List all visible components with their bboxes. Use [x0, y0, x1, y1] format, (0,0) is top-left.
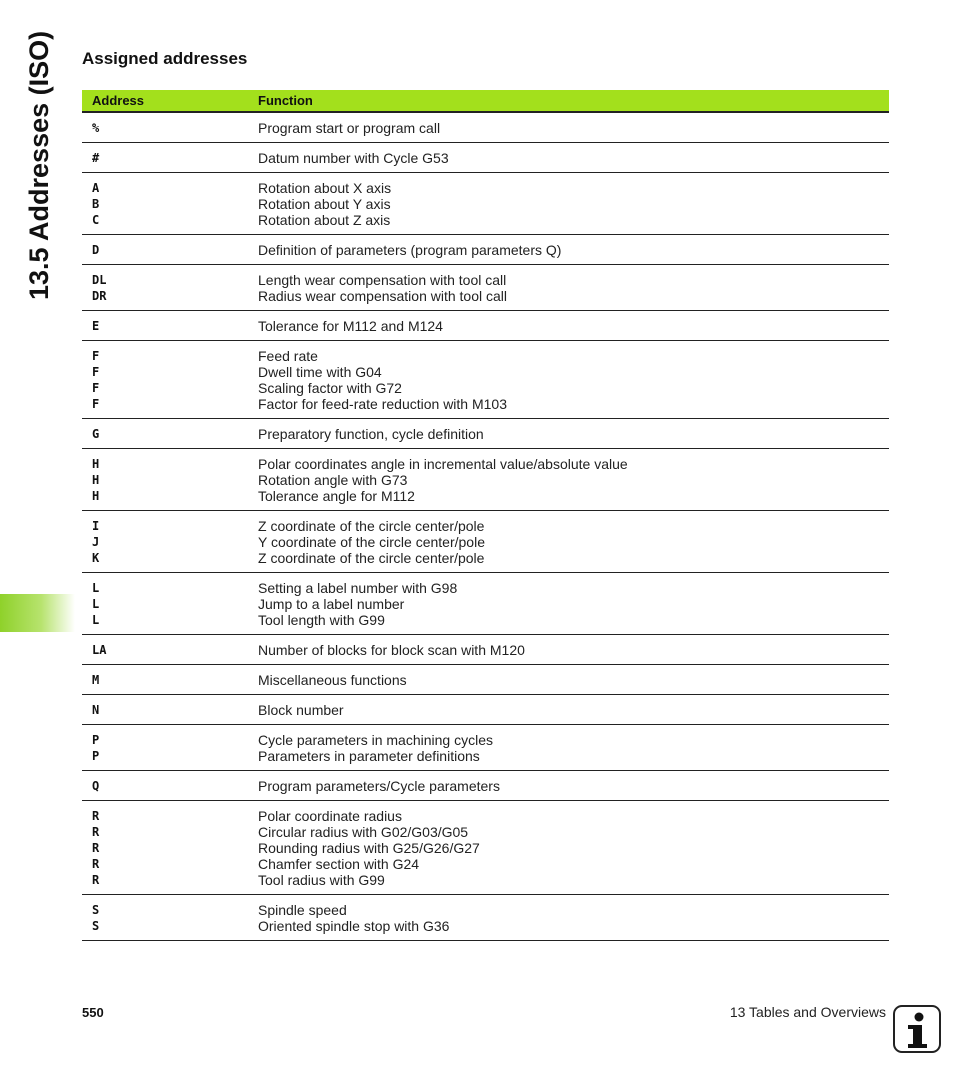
function-cell — [258, 808, 889, 888]
address-code: I — [92, 519, 100, 533]
address-code: N — [92, 703, 100, 717]
table-row — [82, 419, 889, 449]
address-code: LA — [92, 643, 107, 657]
table-row — [82, 725, 889, 771]
address-code: S — [92, 919, 100, 933]
function-description: Program start or program call — [258, 120, 441, 136]
address-code: E — [92, 319, 100, 333]
table-row — [82, 801, 889, 895]
function-cell — [258, 426, 889, 442]
function-cell — [258, 456, 889, 504]
function-description: Z coordinate of the circle center/pole — [258, 550, 485, 566]
address-cell — [82, 808, 258, 888]
function-description: Tool radius with G99 — [258, 872, 385, 888]
function-description: Rotation about X axis — [258, 180, 392, 196]
address-code: H — [92, 457, 100, 471]
address-cell — [82, 426, 258, 442]
table-row — [82, 341, 889, 419]
function-description: Cycle parameters in machining cycles — [258, 732, 493, 748]
header-function: Function — [258, 93, 313, 108]
function-description: Length wear compensation with tool call — [258, 272, 507, 288]
function-description: Spindle speed — [258, 902, 347, 918]
function-description: Preparatory function, cycle definition — [258, 426, 484, 442]
address-code: F — [92, 381, 100, 395]
info-icon — [893, 1005, 941, 1053]
function-description: Rotation about Y axis — [258, 196, 391, 212]
page-heading: Assigned addresses — [82, 49, 248, 68]
function-description: Polar coordinate radius — [258, 808, 402, 824]
address-code: R — [92, 857, 100, 871]
function-description: Z coordinate of the circle center/pole — [258, 518, 485, 534]
address-code: R — [92, 825, 100, 839]
address-cell — [82, 642, 258, 658]
function-description: Rotation about Z axis — [258, 212, 391, 228]
function-cell — [258, 348, 889, 412]
address-code: DR — [92, 289, 107, 303]
table-row — [82, 511, 889, 573]
function-description: Rounding radius with G25/G26/G27 — [258, 840, 480, 856]
section-title-text: 13.5 Addresses (ISO) — [24, 30, 54, 300]
table-row — [82, 895, 889, 941]
address-code: F — [92, 397, 100, 411]
address-code: C — [92, 213, 100, 227]
function-description: Parameters in parameter definitions — [258, 748, 480, 764]
header-address: Address — [92, 93, 145, 108]
address-cell — [82, 702, 258, 718]
function-cell — [258, 902, 889, 934]
address-cell — [82, 456, 258, 504]
address-cell — [82, 672, 258, 688]
address-code: S — [92, 903, 100, 917]
address-cell — [82, 180, 258, 228]
address-code: R — [92, 841, 100, 855]
address-code: F — [92, 365, 100, 379]
function-cell — [258, 702, 889, 718]
function-description: Block number — [258, 702, 344, 718]
function-cell — [258, 778, 889, 794]
address-code: K — [92, 551, 100, 565]
table-row — [82, 771, 889, 801]
address-cell — [82, 732, 258, 764]
address-cell — [82, 242, 258, 258]
function-cell — [258, 150, 889, 166]
address-code: L — [92, 613, 100, 627]
address-code: A — [92, 181, 100, 195]
address-cell — [82, 318, 258, 334]
table-header — [82, 90, 889, 113]
function-description: Tolerance for M112 and M124 — [258, 318, 443, 334]
function-description: Number of blocks for block scan with M120 — [258, 642, 525, 658]
address-cell — [82, 778, 258, 794]
function-cell — [258, 580, 889, 628]
function-description: Radius wear compensation with tool call — [258, 288, 508, 304]
table-row — [82, 265, 889, 311]
address-code: H — [92, 473, 100, 487]
function-cell — [258, 180, 889, 228]
function-description: Jump to a label number — [258, 596, 405, 612]
address-code: F — [92, 349, 100, 363]
address-code: R — [92, 809, 100, 823]
function-description: Circular radius with G02/G03/G05 — [258, 824, 469, 840]
function-description: Setting a label number with G98 — [258, 580, 458, 596]
table-row — [82, 113, 889, 143]
function-description: Polar coordinates angle in incremental value/absolute value — [258, 456, 628, 472]
function-cell — [258, 518, 889, 566]
address-code: H — [92, 489, 100, 503]
address-cell — [82, 120, 258, 136]
table-row — [82, 173, 889, 235]
address-cell — [82, 272, 258, 304]
address-code: % — [92, 121, 100, 135]
address-cell — [82, 150, 258, 166]
address-code: G — [92, 427, 100, 441]
table-row — [82, 573, 889, 635]
function-description: Y coordinate of the circle center/pole — [258, 534, 485, 550]
table-body — [82, 113, 889, 941]
table-row — [82, 665, 889, 695]
address-code: D — [92, 243, 100, 257]
addresses-table — [82, 90, 889, 941]
address-code: P — [92, 733, 100, 747]
function-description: Feed rate — [258, 348, 318, 364]
function-description: Oriented spindle stop with G36 — [258, 918, 450, 934]
table-row — [82, 449, 889, 511]
function-cell — [258, 120, 889, 136]
function-cell — [258, 318, 889, 334]
address-code: R — [92, 873, 100, 887]
table-row — [82, 235, 889, 265]
address-cell — [82, 580, 258, 628]
address-code: DL — [92, 273, 107, 287]
address-code: # — [92, 151, 100, 165]
function-cell — [258, 732, 889, 764]
chapter-tab — [0, 594, 75, 632]
table-row — [82, 635, 889, 665]
function-description: Definition of parameters (program parameters Q) — [258, 242, 562, 258]
address-code: B — [92, 197, 100, 211]
table-row — [82, 143, 889, 173]
function-description: Rotation angle with G73 — [258, 472, 408, 488]
function-cell — [258, 642, 889, 658]
table-row — [82, 311, 889, 341]
address-code: L — [92, 581, 100, 595]
function-cell — [258, 672, 889, 688]
address-cell — [82, 518, 258, 566]
address-cell — [82, 348, 258, 412]
function-description: Dwell time with G04 — [258, 364, 382, 380]
function-description: Miscellaneous functions — [258, 672, 407, 688]
address-cell — [82, 902, 258, 934]
table-row — [82, 695, 889, 725]
address-code: M — [92, 673, 100, 687]
function-cell — [258, 272, 889, 304]
page-number: 550 — [82, 1005, 104, 1020]
function-cell — [258, 242, 889, 258]
function-description: Chamfer section with G24 — [258, 856, 420, 872]
function-description: Datum number with Cycle G53 — [258, 150, 449, 166]
address-code: P — [92, 749, 100, 763]
function-description: Tool length with G99 — [258, 612, 385, 628]
function-description: Scaling factor with G72 — [258, 380, 402, 396]
function-description: Program parameters/Cycle parameters — [258, 778, 500, 794]
function-description: Factor for feed-rate reduction with M103 — [258, 396, 508, 412]
address-code: Q — [92, 779, 100, 793]
chapter-footer: 13 Tables and Overviews — [729, 1004, 886, 1020]
address-code: J — [92, 535, 100, 549]
address-code: L — [92, 597, 100, 611]
function-description: Tolerance angle for M112 — [258, 488, 415, 504]
